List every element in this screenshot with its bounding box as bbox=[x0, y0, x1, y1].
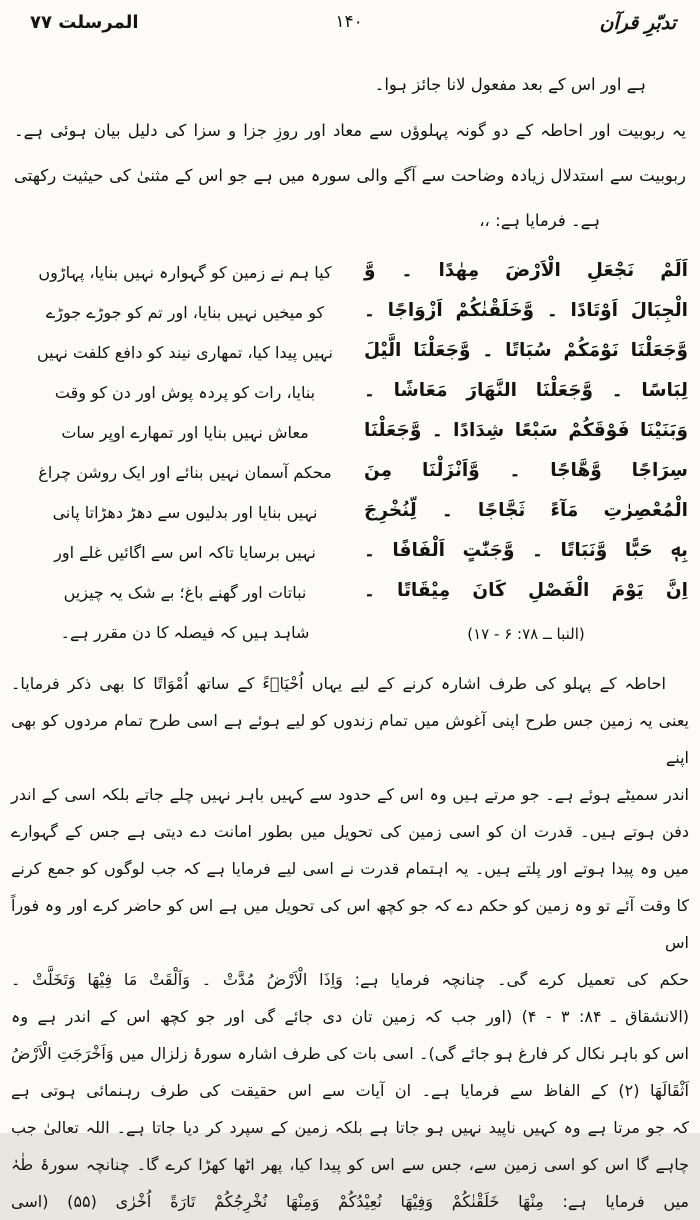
quran-arabic-line: اَلَمْ نَجْعَلِ الْاَرْضَ مِهٰدًا ۔ وَّ bbox=[364, 260, 688, 281]
translation-line: کو میخیں نہیں بنایا، اور تم کو جوڑے جوڑے bbox=[45, 303, 325, 322]
quran-arabic-line: بِهٖ حَبًّا وَّنَبَاتًا ۔ وَّجَنّٰتٍ اَلْفَافًا ۔ bbox=[364, 540, 688, 561]
commentary-line: کا وقت آئے تو وہ زمین کو حکم دے کہ جو کچھ اس کی تحویل میں ہے اس کو حاضر کرے اور وہ فوراً اس bbox=[11, 896, 689, 952]
body-line: ہے۔ فرمایا ہے: ،، bbox=[479, 211, 600, 230]
translation-line: کیا ہم نے زمین کو گہوارہ نہیں بنایا، پہاڑوں bbox=[38, 263, 332, 282]
translation-line: شاہد ہیں کہ فیصلہ کا دن مقرر ہے۔ bbox=[60, 623, 310, 642]
translation-line: نہیں بنایا اور بدلیوں سے دھڑ دھڑاتا پانی bbox=[52, 503, 318, 522]
commentary-line: اَثْقَالَهَا (۲) کے الفاظ سے فرمایا ہے۔ ان آیات سے اس حقیقت کی طرف رہنمائی ہوتی ہے bbox=[11, 1081, 689, 1100]
commentary-line: میں وہ پیدا ہوتے اور پلتے ہیں۔ یہ اہتمام قدرت نے اسی لیے فرمایا ہے کہ جب لوگوں کو جمع کرنے bbox=[11, 859, 689, 878]
translation-line: نباتات اور گھنے باغ؛ بے شک یہ چیزیں bbox=[63, 583, 307, 602]
commentary-line: حکم کی تعمیل کرے گی۔ چنانچہ فرمایا ہے: وَاِذَا الْاَرْضُ مُدَّتْ ۔ وَاَلْقَتْ مَا فِيْهَا وَتَخَلَّتْ ۔ bbox=[11, 970, 689, 989]
verse-reference: (النبا ــ ۷۸: ۶ - ۱۷) bbox=[467, 625, 585, 643]
translation-line: محکم آسمان نہیں بنائے اور ایک روشن چراغ bbox=[38, 463, 332, 482]
commentary-line: چاہے گا اس کو اسی زمین سے، جس سے اس کو پیدا کیا، پھر اٹھا کھڑا کرے گا۔ چنانچہ سورۂ طٰہٰ bbox=[11, 1155, 689, 1174]
translation-line: بنایا، رات کو پردہ پوش اور دن کو وقت bbox=[54, 383, 316, 402]
page-number: ۱۴۰ bbox=[335, 12, 363, 32]
commentary-paragraph bbox=[8, 665, 692, 1220]
urdu-translation-column bbox=[8, 251, 350, 653]
commentary-line: یعنی یہ زمین جس طرح اپنی آغوش میں تمام زندوں کو لیے ہوئے ہے اسی طرح تمام مردوں کو بھی اپنے bbox=[11, 711, 689, 767]
quran-arabic-line: اِنَّ يَوْمَ الْفَصْلِ كَانَ مِيْقَاتًا ۔ bbox=[364, 580, 688, 601]
commentary-line: (الانشقاق ـ ۸۴: ۳ - ۴) (اور جب کہ زمین تان دی جائے گی اور جو کچھ اس کے اندر ہے وہ bbox=[11, 1007, 690, 1026]
quran-arabic-line: الْمُعْصِرٰتِ مَآءً ثَجَّاجًا ۔ لِّنُخْرِجَ bbox=[364, 500, 688, 521]
commentary-line: میں فرمایا ہے: مِنْهَا خَلَقْنٰكُمْ وَفِيْهَا نُعِيْدُكُمْ وَمِنْهَا نُخْرِجُكُمْ تَارَةً اُخْرٰى (۵۵) (اسی bbox=[11, 1192, 690, 1211]
quran-arabic-line: وَّجَعَلْنَا نَوْمَكُمْ سُبَاتًا ۔ وَّجَعَلْنَا الَّيْلَ bbox=[364, 340, 688, 361]
arabic-verse-column bbox=[350, 251, 692, 653]
paragraph-continuation-line: ہے اور اس کے بعد مفعول لانا جائز ہوا۔ bbox=[374, 75, 646, 94]
surah-name: المرسلت ۷۷ bbox=[30, 12, 139, 33]
commentary-line: احاطہ کے پہلو کی طرف اشارہ کرنے کے لیے یہاں اُحْيَاۤءً کے ساتھ اُمْوَاتًا کا بھی ذکر فرمایا۔ bbox=[11, 674, 667, 693]
commentary-line: دفن ہوتے ہیں۔ قدرت ان کو اسی زمین کی تحویل میں بطور امانت دے دیتی ہے جس کے گہوارے bbox=[11, 822, 689, 841]
book-title: تدبّرِ قرآن bbox=[599, 12, 676, 34]
body-line: یہ ربوبیت اور احاطہ کے دو گونہ پہلوؤں سے معاد اور روزِ جزا و سزا کی دلیل بیان ہوئی ہے۔ bbox=[14, 121, 686, 140]
quran-arabic-line: وَبَنَيْنَا فَوْقَكُمْ سَبْعًا شِدَادًا ۔ وَّجَعَلْنَا bbox=[364, 420, 688, 441]
translation-line: نہیں برسایا تاکہ اس سے اگائیں غلے اور bbox=[54, 543, 316, 562]
translation-line: معاش نہیں بنایا اور تمھارے اوپر سات bbox=[61, 423, 309, 442]
commentary-line: اندر سمیٹے ہوئے ہے۔ جو مرتے ہیں وہ اس کے حدود سے کہیں باہر نہیں چلے جاتے بلکہ اسی کے اندر bbox=[11, 785, 690, 804]
quran-arabic-line: لِبَاسًا ۔ وَّجَعَلْنَا النَّهَارَ مَعَاشًا ۔ bbox=[364, 380, 688, 401]
commentary-line: کہ جو مرتا ہے وہ کہیں ناپید نہیں ہو جاتا ہے بلکہ زمین کے سپرد کر دیا جاتا ہے۔ اللہ تعالیٰ جب bbox=[11, 1118, 689, 1137]
commentary-line: اس کو باہر نکال کر فارغ ہو جائے گی)۔ اسی بات کی طرف اشارہ سورۂ زلزال میں وَاَخْرَجَتِ الْاَرْضُ bbox=[11, 1044, 689, 1063]
body-line: ربوبیت سے استدلال زیادہ وضاحت سے آگے والی سورہ میں ہے جو اس کے مثنیٰ کی حیثیت رکھتی bbox=[14, 166, 686, 185]
translation-line: نہیں پیدا کیا، تمھاری نیند کو دافع کلفت نہیں bbox=[36, 343, 333, 362]
intro-paragraph bbox=[8, 108, 692, 243]
quran-arabic-line: الْجِبَالَ اَوْتَادًا ۔ وَّخَلَقْنٰكُمْ اَزْوَاجًا ۔ bbox=[364, 300, 688, 321]
quran-quote-block bbox=[8, 251, 692, 653]
quran-arabic-line: سِرَاجًا وَّهَّاجًا ۔ وَّاَنْزَلْنَا مِنَ bbox=[364, 460, 688, 481]
page-header bbox=[8, 6, 692, 34]
